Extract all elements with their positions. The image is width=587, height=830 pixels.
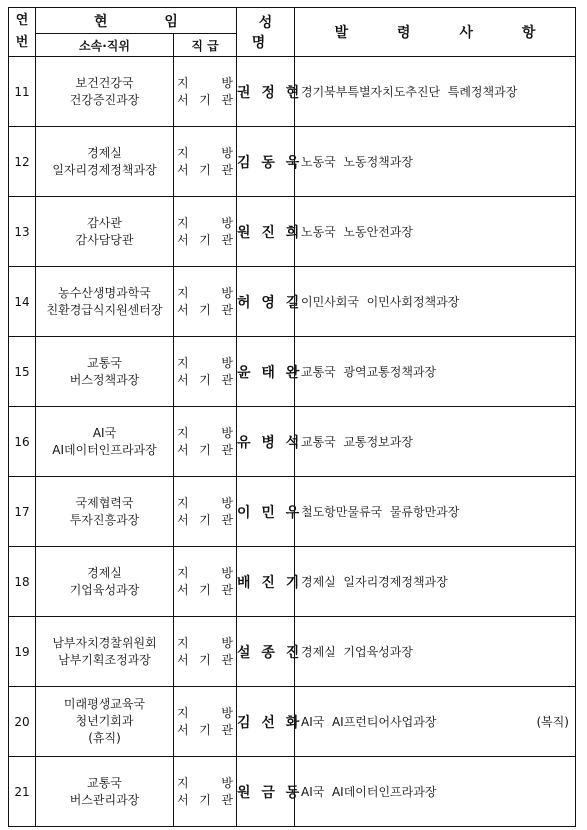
rank-char: 지 (177, 285, 189, 300)
appointment-content (301, 643, 569, 660)
rank-char: 방 (221, 285, 233, 300)
rank-char: 지 (177, 75, 189, 90)
rank-char: 방 (221, 425, 233, 440)
header-current: 현 임 (36, 8, 237, 34)
appointment-text: 노동국 노동정책과장 (301, 155, 413, 169)
rank-line-2 (177, 92, 233, 109)
rank-char: 관 (221, 232, 233, 247)
header-rank: 직 급 (174, 34, 237, 57)
row-dept-position (36, 127, 174, 197)
table-row (9, 687, 576, 757)
dept-line: 버스관리과장 (69, 792, 140, 807)
row-number: 14 (9, 267, 36, 337)
table-row (9, 197, 576, 267)
rank-char: 관 (221, 722, 233, 737)
appointment-text: AI국 AI프런티어사업과장 (301, 715, 437, 729)
row-number: 18 (9, 547, 36, 617)
header-appointment: 발 령 사 항 (295, 8, 576, 57)
rank-line-2 (177, 372, 233, 389)
rank-line-2 (177, 162, 233, 179)
dept-line: AI국 (92, 425, 117, 440)
row-number: 13 (9, 197, 36, 267)
row-name: 유 병 석 (237, 407, 295, 477)
rank-char: 관 (221, 302, 233, 317)
row-rank (174, 197, 237, 267)
rank-line-1 (177, 215, 233, 232)
rank-line-1 (177, 705, 233, 722)
rank-char: 관 (221, 792, 233, 807)
rank-line-2 (177, 582, 233, 599)
rank-line-1 (177, 425, 233, 442)
rank-char: 기 (199, 582, 211, 597)
dept-line: 보건건강국 (75, 75, 134, 90)
appointment-text: 경기북부특별자치도추진단 특례정책과장 (301, 85, 518, 99)
row-appointment (295, 407, 576, 477)
row-dept-position (36, 57, 174, 127)
row-dept-position (36, 197, 174, 267)
dept-line: 남부자치경찰위원회 (52, 635, 157, 650)
appointment-text: 경제실 기업육성과장 (301, 645, 413, 659)
table-row (9, 127, 576, 197)
rank-char: 기 (199, 372, 211, 387)
row-rank (174, 547, 237, 617)
row-rank (174, 687, 237, 757)
rank-char: 지 (177, 565, 189, 580)
row-dept-position (36, 757, 174, 827)
dept-line: 투자진흥과장 (69, 512, 140, 527)
row-number: 20 (9, 687, 36, 757)
dept-line: 경제실 (87, 145, 122, 160)
row-name: 원 진 희 (237, 197, 295, 267)
dept-line: 일자리경제정책과장 (52, 162, 157, 177)
rank-char: 관 (221, 582, 233, 597)
rank-char: 관 (221, 512, 233, 527)
rank-line-2 (177, 722, 233, 739)
rank-char: 지 (177, 775, 189, 790)
dept-line: 미래평생교육국 (63, 697, 146, 711)
rank-line-2 (177, 512, 233, 529)
appointment-text: 경제실 일자리경제정책과장 (301, 575, 448, 589)
rank-line-1 (177, 635, 233, 652)
dept-line: 기업육성과장 (69, 582, 140, 597)
rank-char: 지 (177, 425, 189, 440)
rank-line-2 (177, 652, 233, 669)
appointment-content (301, 363, 569, 380)
row-number: 21 (9, 757, 36, 827)
rank-char: 방 (221, 495, 233, 510)
row-name: 김 동 욱 (237, 127, 295, 197)
appointment-content (301, 293, 569, 310)
row-number: 17 (9, 477, 36, 547)
rank-char: 관 (221, 442, 233, 457)
table-row (9, 57, 576, 127)
rank-char: 지 (177, 705, 189, 720)
table-row (9, 547, 576, 617)
rank-char: 서 (177, 302, 189, 317)
rank-char: 서 (177, 92, 189, 107)
table-row (9, 757, 576, 827)
row-appointment (295, 617, 576, 687)
row-appointment (295, 757, 576, 827)
appointment-content (301, 153, 569, 170)
rank-char: 기 (199, 442, 211, 457)
row-rank (174, 477, 237, 547)
row-name: 이 민 우 (237, 477, 295, 547)
rank-char: 방 (221, 215, 233, 230)
appointment-text: 교통국 교통정보과장 (301, 435, 413, 449)
row-dept-position (36, 687, 174, 757)
dept-line: 국제협력국 (75, 495, 134, 510)
dept-line: 남부기획조정과장 (58, 652, 151, 667)
row-name: 김 선 화 (237, 687, 295, 757)
rank-char: 지 (177, 635, 189, 650)
row-rank (174, 337, 237, 407)
header-dept: 소속·직위 (36, 34, 174, 57)
rank-line-2 (177, 442, 233, 459)
header-no (9, 8, 36, 57)
row-name: 권 정 현 (237, 57, 295, 127)
table-row (9, 337, 576, 407)
header-name: 성 명 (237, 8, 295, 57)
rank-char: 서 (177, 722, 189, 737)
rank-char: 방 (221, 775, 233, 790)
rank-char: 서 (177, 232, 189, 247)
appointment-text: 노동국 노동안전과장 (301, 225, 413, 239)
rank-char: 기 (199, 162, 211, 177)
row-name: 배 진 기 (237, 547, 295, 617)
dept-line: 버스정책과장 (69, 372, 140, 387)
rank-char: 기 (199, 792, 211, 807)
dept-line: 교통국 (87, 775, 122, 790)
rank-line-1 (177, 565, 233, 582)
table-row (9, 267, 576, 337)
row-appointment (295, 197, 576, 267)
appointment-content (301, 83, 569, 100)
dept-line: 감사관 (87, 215, 122, 230)
appointment-table (8, 7, 576, 827)
rank-line-1 (177, 285, 233, 302)
rank-char: 기 (199, 722, 211, 737)
dept-line: 교통국 (87, 355, 122, 370)
dept-line: 농수산생명과학국 (58, 285, 151, 300)
rank-char: 지 (177, 145, 189, 160)
rank-char: 방 (221, 565, 233, 580)
row-dept-position (36, 337, 174, 407)
table-row (9, 617, 576, 687)
rank-line-1 (177, 145, 233, 162)
appointment-text: AI국 AI데이터인프라과장 (301, 785, 437, 799)
rank-line-1 (177, 495, 233, 512)
table-row (9, 477, 576, 547)
dept-line: 경제실 (87, 565, 122, 580)
row-number: 16 (9, 407, 36, 477)
header-no-line2: 번 (15, 35, 29, 50)
rank-line-1 (177, 775, 233, 792)
appointment-content (301, 433, 569, 450)
row-appointment (295, 267, 576, 337)
table-row (9, 407, 576, 477)
row-rank (174, 407, 237, 477)
row-dept-position (36, 617, 174, 687)
appointment-text: 이민사회국 이민사회정책과장 (301, 295, 460, 309)
row-name: 원 금 동 (237, 757, 295, 827)
rank-line-2 (177, 302, 233, 319)
rank-char: 서 (177, 162, 189, 177)
rank-char: 서 (177, 652, 189, 667)
row-rank (174, 127, 237, 197)
rank-char: 방 (221, 355, 233, 370)
appointment-content (301, 573, 569, 590)
row-number: 15 (9, 337, 36, 407)
appointment-content (301, 503, 569, 520)
rank-char: 기 (199, 512, 211, 527)
appointment-content (301, 783, 569, 800)
rank-char: 관 (221, 372, 233, 387)
row-name: 설 종 진 (237, 617, 295, 687)
row-dept-position (36, 547, 174, 617)
row-appointment (295, 547, 576, 617)
rank-char: 서 (177, 582, 189, 597)
dept-line: 청년기회과 (75, 714, 134, 728)
dept-line: 건강증진과장 (69, 92, 140, 107)
rank-char: 기 (199, 652, 211, 667)
appointment-content (301, 713, 569, 730)
row-name: 윤 태 완 (237, 337, 295, 407)
rank-char: 방 (221, 75, 233, 90)
rank-char: 서 (177, 442, 189, 457)
appointment-content (301, 223, 569, 240)
rank-char: 관 (221, 652, 233, 667)
row-name: 허 영 길 (237, 267, 295, 337)
dept-line: AI데이터인프라과장 (52, 442, 157, 457)
row-appointment (295, 337, 576, 407)
rank-line-2 (177, 792, 233, 809)
rank-char: 서 (177, 372, 189, 387)
rank-char: 기 (199, 92, 211, 107)
rank-char: 지 (177, 215, 189, 230)
row-dept-position (36, 477, 174, 547)
row-number: 11 (9, 57, 36, 127)
row-rank (174, 757, 237, 827)
header-no-line1: 연 (15, 13, 29, 28)
rank-char: 방 (221, 705, 233, 720)
rank-char: 기 (199, 302, 211, 317)
rank-char: 서 (177, 512, 189, 527)
appointment-text: 교통국 광역교통정책과장 (301, 365, 437, 379)
rank-char: 방 (221, 635, 233, 650)
rank-char: 기 (199, 232, 211, 247)
row-appointment (295, 57, 576, 127)
dept-line: 감사담당관 (75, 232, 134, 247)
row-dept-position (36, 407, 174, 477)
appointment-note: (복직) (536, 715, 569, 729)
rank-char: 지 (177, 495, 189, 510)
row-dept-position (36, 267, 174, 337)
row-appointment (295, 477, 576, 547)
row-rank (174, 267, 237, 337)
row-rank (174, 57, 237, 127)
appointment-text: 철도항만물류국 물류항만과장 (301, 505, 460, 519)
rank-line-1 (177, 355, 233, 372)
rank-char: 관 (221, 92, 233, 107)
rank-char: 방 (221, 145, 233, 160)
row-appointment (295, 687, 576, 757)
row-rank (174, 617, 237, 687)
dept-line: 친환경급식지원센터장 (46, 302, 163, 317)
rank-line-2 (177, 232, 233, 249)
row-number: 12 (9, 127, 36, 197)
rank-char: 서 (177, 792, 189, 807)
rank-line-1 (177, 75, 233, 92)
rank-char: 지 (177, 355, 189, 370)
row-number: 19 (9, 617, 36, 687)
row-appointment (295, 127, 576, 197)
rank-char: 관 (221, 162, 233, 177)
dept-line: (휴직) (88, 731, 121, 745)
